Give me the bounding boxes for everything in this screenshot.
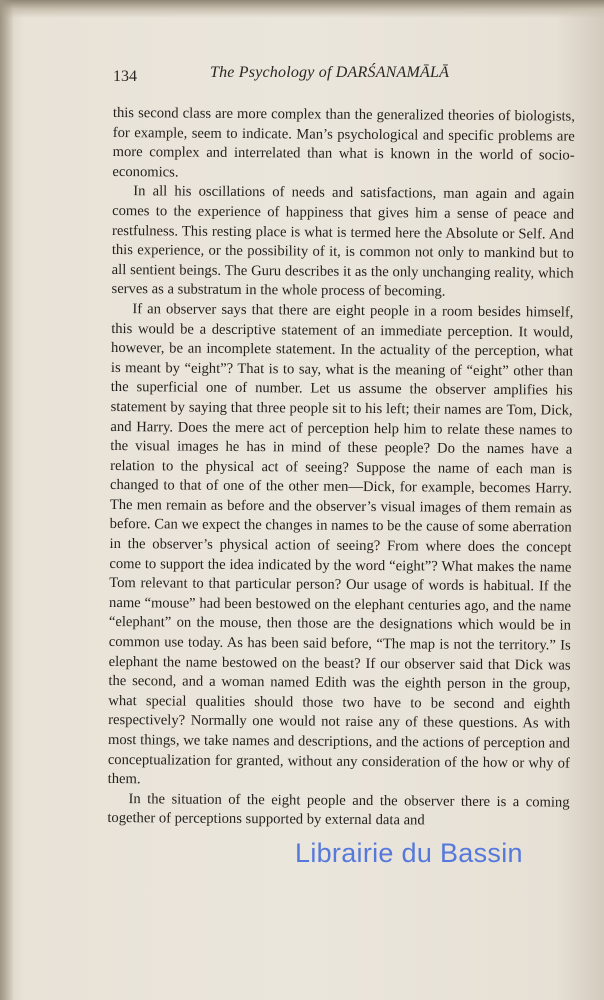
gutter-shadow bbox=[0, 0, 14, 1000]
paragraph: In all his oscillations of needs and satisfactions, man again and again comes to the experience of happiness that gives him a sense of peace and restfulness. This resting place is what is termed here the Absolute or Self. And this experience, or the possibility of it, is common not only to mankind but to all sentient beings. The Guru describes it as the only unchanging reality, which serves as a substratum in the whole process of becoming. bbox=[111, 183, 575, 300]
top-page-shadow bbox=[0, 0, 604, 18]
paragraph: this second class are more complex than the generalized theories of biologists, for example, seem to indicate. Man’s psychological and specific problems are more complex and interrelated than what is known in the world of socio-economics. bbox=[112, 104, 575, 181]
body-text bbox=[107, 104, 575, 833]
page-number: 134 bbox=[113, 68, 137, 85]
paragraph: In the situation of the eight people and the observer there is a coming together of perceptions supported by external data and bbox=[107, 790, 570, 829]
watermark-text: Librairie du Bassin bbox=[295, 838, 523, 868]
page-header bbox=[113, 64, 578, 88]
paragraph: If an observer says that there are eight people in a room besides himself, this would be a descriptive statement of an immediate perception. It would, however, be an incomplete statement. In the actuality of the perception, what is meant by “eight”? That is to say, what is the meaning of “eight” other than the superficial one of number. Let us assume the observer amplifies his statement by saying that three people sit to his left; their names are Tom, Dick, and Harry. Does the mere act of perception help him to relate these names to the visual images he has in mind of these people? Do the names have a relation to the physical act of seeing? Suppose the name of each man is changed to that of one of the other men—Dick, for example, becomes Harry. The men remain as before and the observer’s visual images of them remain as before. Can we expect the changes in names to be the cause of some aberration in the observer’s physical action of seeing? From where does the concept come to support the idea indicated by the word “eight”? What makes the name Tom relevant to that particular person? Our usage of words is habitual. If the name “mouse” had been bestowed on the elephant centuries ago, and the name “elephant” on the mouse, then those are the designations which would be in common use today. As has been said before, “The map is not the territory.” Is elephant the name bestowed on the beast? If our observer said that Dick was the second, and a woman named Edith was the eighth person in the group, what special qualities should those two have to be second and eighth respectively? Normally one would not raise any of these questions. As with most things, we take names and descriptions, and the actions of perception and conceptualization for granted, without any consideration of the how or why of them. bbox=[107, 301, 574, 788]
running-title: The Psychology of DARŚANAMĀLĀ bbox=[210, 64, 450, 81]
